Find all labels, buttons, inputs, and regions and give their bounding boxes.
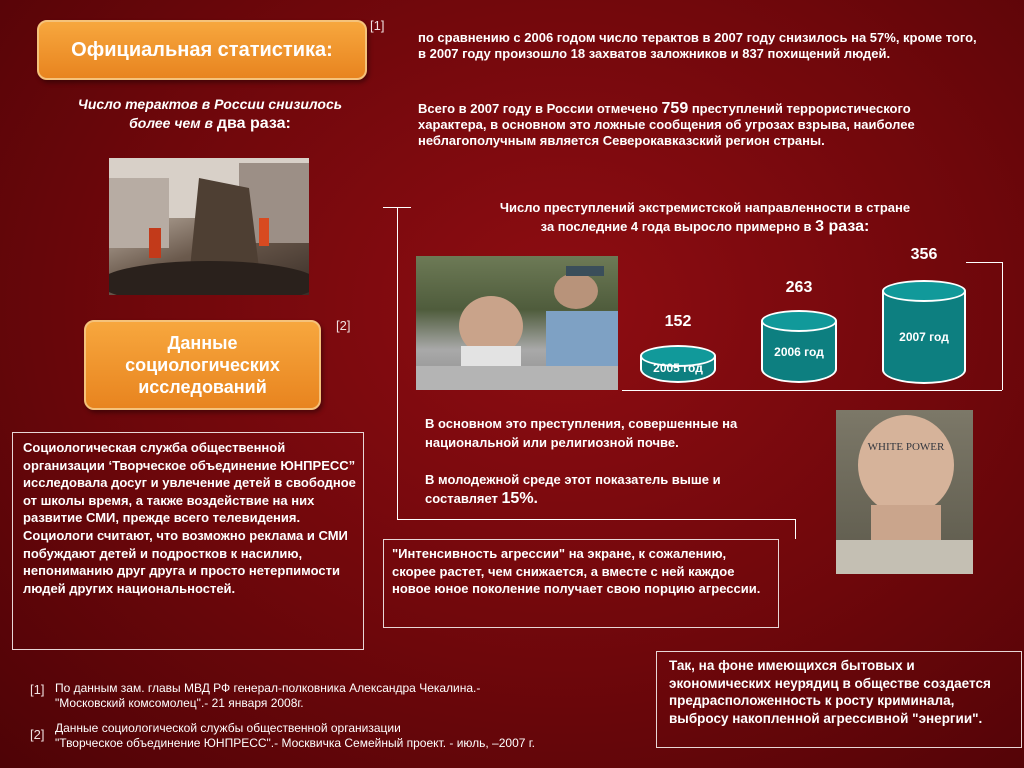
footnote-1-mark: [1] xyxy=(30,682,45,697)
terror-p2-suffix: преступлений террористического характера, в основном это ложные сообщения об угрозах взрыва, наиболее неблагополучным является Северокавказский регион страны. xyxy=(418,101,915,148)
conclusion-box xyxy=(656,651,1022,748)
footnote-1-line2: "Московский комсомолец".- 21 января 2008г. xyxy=(55,696,304,710)
year-2007: 2007 год xyxy=(899,330,949,344)
chart-bracket-bottom xyxy=(397,519,795,520)
footnote-2 xyxy=(30,721,535,751)
footnote-2-mark: [2] xyxy=(30,727,45,742)
police-photo-art xyxy=(416,256,618,390)
chart-bracket-left xyxy=(397,207,398,520)
page-title: Официальная статистика: xyxy=(71,39,333,61)
footnote-1-body xyxy=(55,681,480,711)
terror-paragraph-2 xyxy=(418,101,978,149)
socio-data-button[interactable] xyxy=(84,320,321,410)
cylinder-2006 xyxy=(761,310,837,383)
year-2005: 2005 год xyxy=(653,361,703,375)
socio-text: Социологическая служба общественной организации ‘Творческое объединение ЮНПРЕСС” исследовала досуг и увлечение детей в свободное от школы время, а также воздействие на них развитие СМИ, прежде всего телевидения. Социологи считают, что возможно реклама и СМИ побуждают детей и подростков к насилию, непониманию друг друга и просто нетерпимости людей других национальностей. xyxy=(23,440,356,596)
chart-baseline xyxy=(622,390,1002,391)
explosion-photo-art xyxy=(109,158,309,295)
value-2005: 152 xyxy=(664,313,692,330)
cylinder-2007 xyxy=(882,280,966,384)
decline-line1: Число терактов в России снизилось xyxy=(77,96,343,112)
extremism-line2-prefix: за последние 4 года выросло примерно в xyxy=(540,219,816,234)
decline-emph: два раза: xyxy=(216,115,291,132)
conclusion-text: Так, на фоне имеющихся бытовых и экономических неурядиц в обществе создается предрасположенность к росту криминала, выбросу накопленной агрессивной "энергии". xyxy=(669,658,991,726)
extremism-caption xyxy=(415,198,995,236)
value-2007: 356 xyxy=(910,246,938,263)
tattoo-photo-art xyxy=(836,410,973,574)
socio-button-label: Данные социологических исследований xyxy=(125,333,280,397)
quote-text: "Интенсивность агрессии" на экране, к сожалению, скорее растет, чем снижается, а вместе с ней каждое новое юное поколение получает свою порцию агрессии. xyxy=(392,546,761,597)
year-2006: 2006 год xyxy=(774,345,824,359)
footnote-2-body xyxy=(55,721,535,751)
extremism-line1: Число преступлений экстремистской направленности в стране xyxy=(499,200,911,215)
decline-line2-prefix: более чем в xyxy=(129,115,217,131)
mid-paragraph-2 xyxy=(425,470,785,508)
cylinder-2005 xyxy=(640,345,716,383)
tattoo-photo xyxy=(836,410,973,574)
explosion-photo xyxy=(109,158,309,295)
socio-text-box xyxy=(12,432,364,650)
terror-p2-prefix: Всего в 2007 году в России отмечено xyxy=(418,101,662,116)
extremism-line2 xyxy=(415,217,995,236)
mid-emph: 15%. xyxy=(501,490,538,507)
footnote-1 xyxy=(30,681,480,711)
terror-paragraph-1: по сравнению с 2006 годом число терактов в 2007 году снизилось на 57%, кроме того, в 2007 году произошло 18 захватов заложников и 837 похищений людей. xyxy=(418,30,977,61)
decline-line2 xyxy=(40,114,380,133)
decline-caption xyxy=(40,95,380,133)
value-2006: 263 xyxy=(785,279,813,296)
footnote-2-line2: "Творческое объединение ЮНПРЕСС".- Москвичка Семейный проект. - июль, –2007 г. xyxy=(55,736,535,750)
extremism-emph: 3 раза: xyxy=(815,218,870,235)
terror-count: 759 xyxy=(661,100,689,117)
footnote-2-line1: Данные социологической службы общественной организации xyxy=(55,721,401,735)
chart-right-axis xyxy=(1002,262,1003,390)
police-photo xyxy=(416,256,618,390)
title-box xyxy=(37,20,367,80)
mid-paragraph-1: В основном это преступления, совершенные на национальной или религиозной почве. xyxy=(425,416,738,450)
chart-bracket-right-drop xyxy=(795,519,796,539)
ref-2[interactable]: [2] xyxy=(336,318,351,333)
footnote-1-line1: По данным зам. главы МВД РФ генерал-полковника Александра Чекалина.- xyxy=(55,681,481,695)
tattoo-text: WHITE POWER xyxy=(867,441,945,453)
quote-box xyxy=(383,539,779,628)
mid-p2-prefix: В молодежной среде этот показатель выше и составляет xyxy=(425,472,721,506)
chart-top-arrow xyxy=(966,262,1002,263)
ref-1[interactable]: [1] xyxy=(370,18,385,33)
